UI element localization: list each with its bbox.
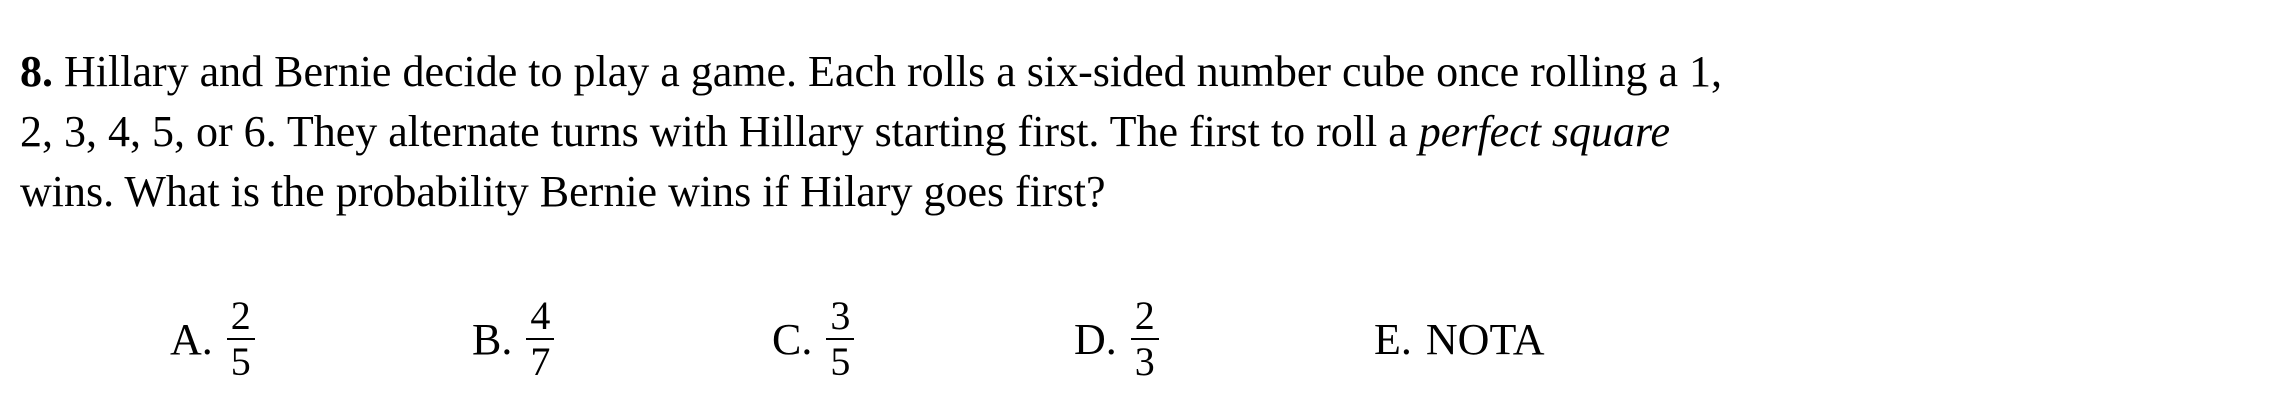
question-text [20, 42, 2220, 222]
question-line-2 [20, 102, 2220, 162]
choice-a-numerator: 2 [227, 294, 255, 340]
choice-a [170, 284, 255, 394]
question-line-2-text: 2, 3, 4, 5, or 6. They alternate turns with Hillary starting first. The first to roll a [20, 107, 1419, 156]
choice-a-fraction [227, 294, 255, 384]
choice-e-text: NOTA [1425, 314, 1545, 364]
choice-b [472, 284, 554, 394]
choice-b-denominator: 7 [530, 339, 551, 384]
choice-b-letter: B. [472, 314, 513, 364]
choice-d [1074, 284, 1159, 394]
choice-a-denominator: 5 [230, 339, 251, 384]
question-line-1 [20, 42, 2220, 102]
choice-d-denominator: 3 [1134, 339, 1155, 384]
choice-c [772, 284, 854, 394]
choice-e [1374, 284, 1545, 394]
question-number: 8. [20, 47, 53, 96]
answer-choices [0, 284, 2270, 394]
perfect-square-emphasis: perfect square [1418, 107, 1671, 156]
choice-c-denominator: 5 [830, 339, 851, 384]
choice-d-fraction [1131, 294, 1159, 384]
choice-c-numerator: 3 [826, 294, 854, 340]
choice-d-letter: D. [1074, 314, 1117, 364]
choice-a-letter: A. [170, 314, 213, 364]
choice-b-fraction [526, 294, 554, 384]
choice-c-fraction [826, 294, 854, 384]
choice-b-numerator: 4 [526, 294, 554, 340]
question-line-1-text: Hillary and Bernie decide to play a game. Each rolls a six-sided number cube once rolling a 1, [53, 47, 1722, 96]
choice-d-numerator: 2 [1131, 294, 1159, 340]
question-line-3: wins. What is the probability Bernie wins if Hilary goes first? [20, 167, 1106, 216]
choice-c-letter: C. [772, 314, 813, 364]
choice-e-letter: E. [1374, 314, 1412, 364]
